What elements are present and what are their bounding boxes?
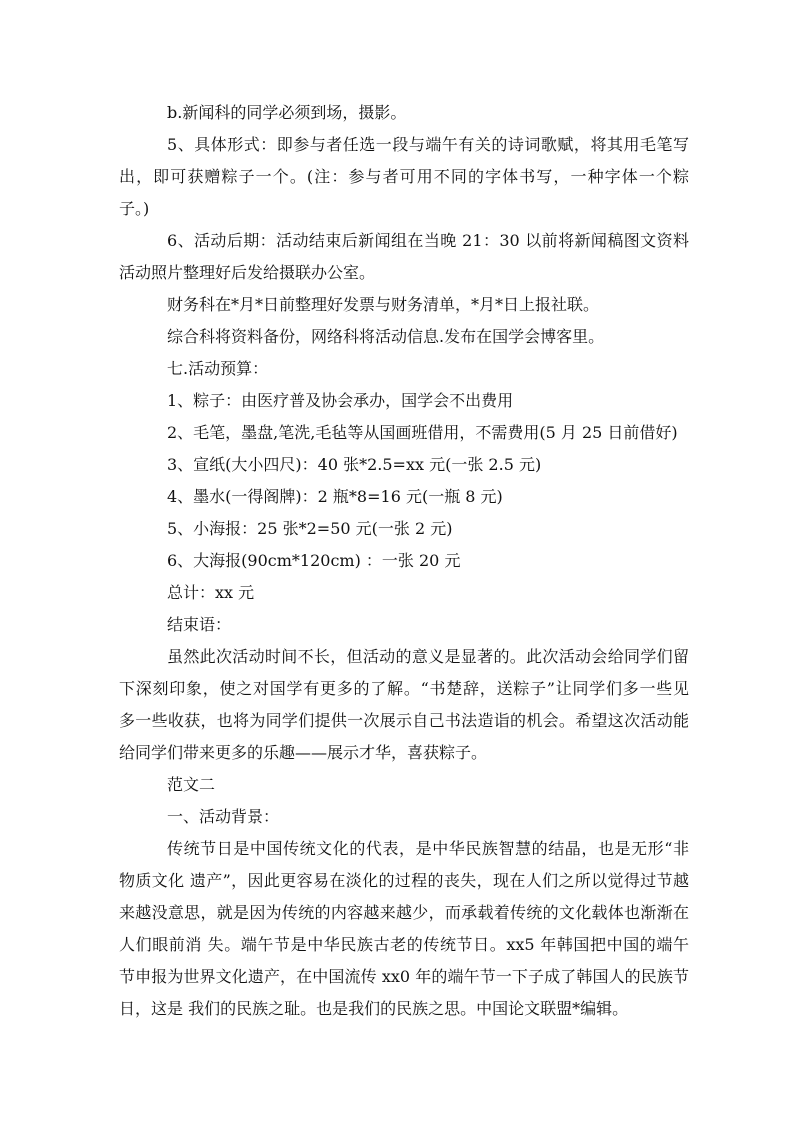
budget-item: 1、粽子：由医疗普及协会承办，国学会不出费用 (167, 391, 514, 410)
budget-item: 2、毛笔，墨盘,笔洗,毛毡等从国画班借用，不需费用(5 月 25 日前借好) (167, 423, 678, 442)
text-line: 下深刻印象，使之对国学有更多的了解。“书楚辞，送粽子”让同学们多一些见 (119, 679, 689, 698)
budget-total: 总计：xx 元 (167, 583, 255, 602)
text-line: 6、活动后期：活动结束后新闻组在当晚 21：30 以前将新闻稿图文资料 (167, 231, 689, 250)
budget-item: 6、大海报(90cm*120cm) ：一张 20 元 (167, 551, 461, 570)
section-heading: 一、活动背景： (167, 807, 280, 826)
text-line: 活动照片整理好后发给摄联办公室。 (119, 263, 376, 282)
text-line: b.新闻科的同学必须到场，摄影。 (167, 103, 407, 122)
section-title: 范文二 (167, 775, 216, 794)
budget-item: 4、墨水(一得阁牌)：2 瓶*8=16 元(一瓶 8 元) (167, 487, 503, 506)
section-heading: 七.活动预算： (167, 359, 269, 378)
text-line: 子。) (119, 199, 150, 218)
document-body (119, 97, 689, 1025)
text-line: 来越没意思，就是因为传统的内容越来越少，而承载着传统的文化载体也渐渐在 (119, 903, 689, 922)
text-line: 日，这是 我们的民族之耻。也是我们的民族之思。中国论文联盟*编辑。 (119, 999, 629, 1018)
text-line: 人们眼前消 失。端午节是中华民族古老的传统节日。xx5 年韩国把中国的端午 (119, 935, 689, 954)
budget-item: 3、宣纸(大小四尺)：40 张*2.5=xx 元(一张 2.5 元) (167, 455, 542, 474)
text-line: 物质文化 遗产”，因此更容易在淡化的过程的丧失，现在人们之所以觉得过节越 (119, 871, 689, 890)
text-line: 虽然此次活动时间不长，但活动的意义是显著的。此次活动会给同学们留 (167, 647, 689, 666)
text-line: 财务科在*月*日前整理好发票与财务清单，*月*日上报社联。 (167, 295, 600, 314)
text-line: 多一些收获，也将为同学们提供一次展示自己书法造诣的机会。希望这次活动能 (119, 711, 689, 730)
text-line: 出，即可获赠粽子一个。(注：参与者可用不同的字体书写，一种字体一个粽 (119, 167, 689, 186)
text-line: 给同学们带来更多的乐趣——展示才华，喜获粽子。 (119, 743, 488, 762)
text-line: 节申报为世界文化遗产，在中国流传 xx0 年的端午节一下子成了韩国人的民族节 (119, 967, 689, 986)
budget-item: 5、小海报：25 张*2=50 元(一张 2 元) (167, 519, 453, 538)
text-line: 5、具体形式：即参与者任选一段与端午有关的诗词歌赋，将其用毛笔写 (167, 135, 689, 154)
section-heading: 结束语： (167, 615, 232, 634)
text-line: 综合科将资料备份，网络科将活动信息.发布在国学会博客里。 (167, 327, 605, 346)
text-line: 传统节日是中国传统文化的代表，是中华民族智慧的结晶，也是无形“非 (167, 839, 689, 858)
